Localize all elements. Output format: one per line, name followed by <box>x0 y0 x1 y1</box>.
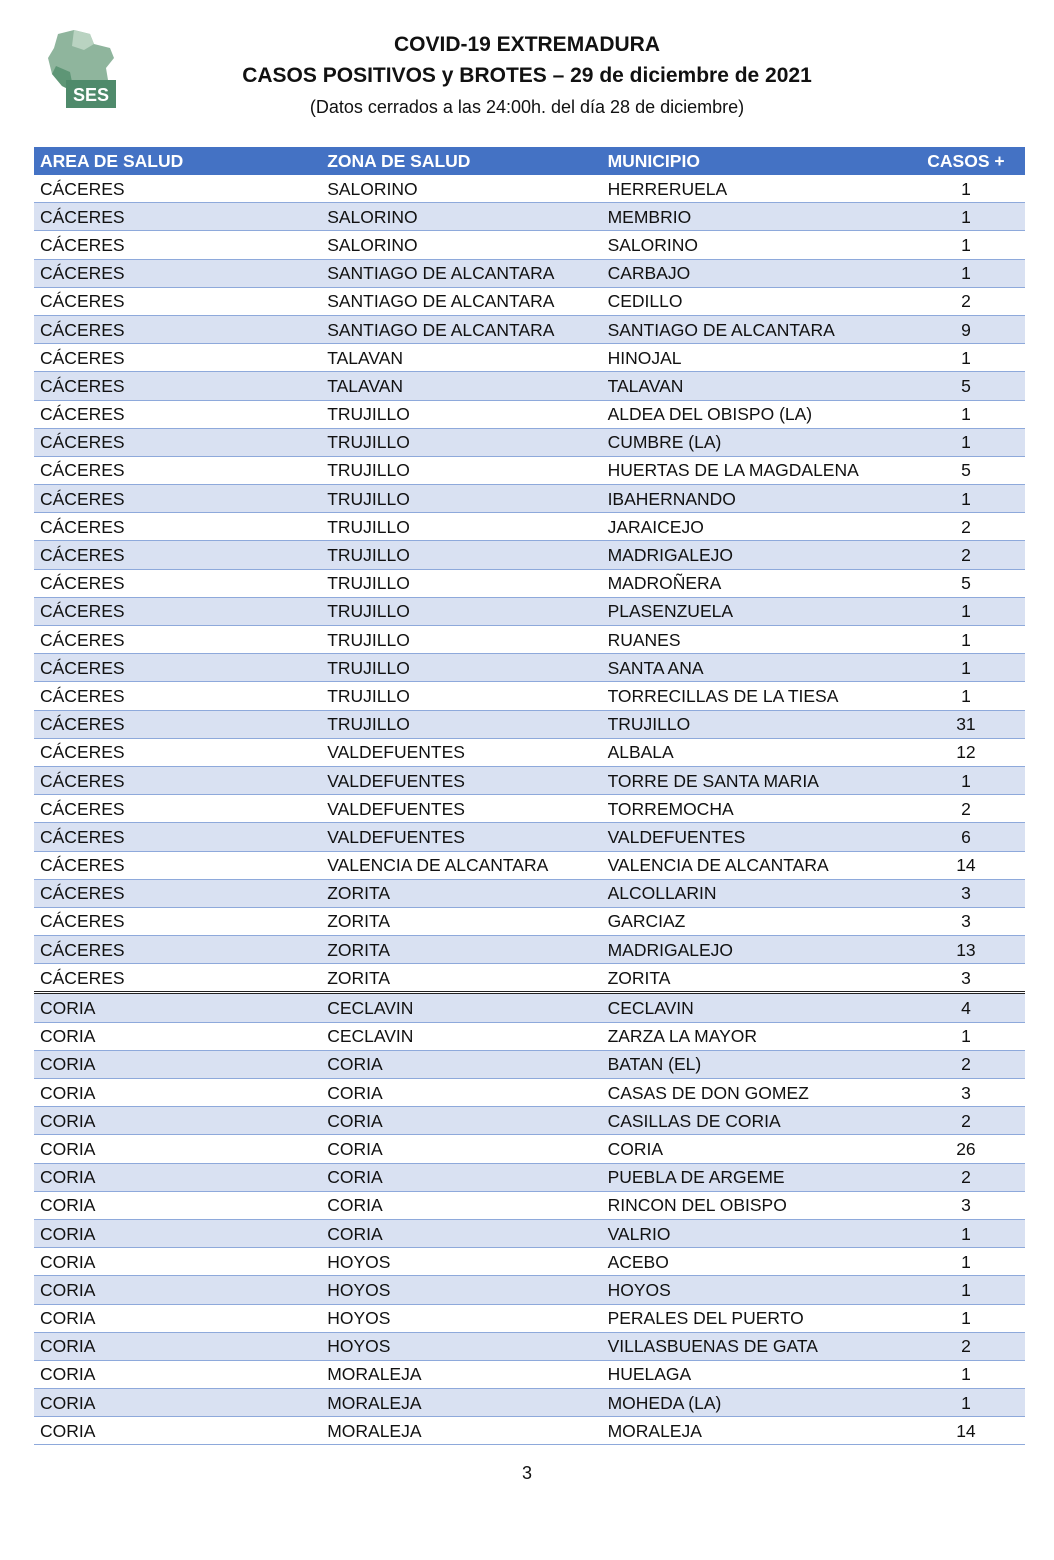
cell-area: CÁCERES <box>34 175 321 203</box>
cell-zona: VALENCIA DE ALCANTARA <box>321 851 601 879</box>
cell-area: CÁCERES <box>34 597 321 625</box>
cell-municipio: MADRIGALEJO <box>602 541 907 569</box>
cell-casos: 1 <box>907 485 1025 513</box>
cell-area: CORIA <box>34 1389 321 1417</box>
cell-municipio: RUANES <box>602 626 907 654</box>
cell-municipio: HERRERUELA <box>602 175 907 203</box>
cell-municipio: SALORINO <box>602 231 907 259</box>
cell-area: CORIA <box>34 1248 321 1276</box>
cell-casos: 26 <box>907 1135 1025 1163</box>
subtitle: (Datos cerrados a las 24:00h. del día 28 de diciembre) <box>309 97 745 117</box>
table-row <box>34 936 1025 964</box>
cell-area: CÁCERES <box>34 964 321 993</box>
cell-area: CORIA <box>34 1360 321 1388</box>
table-row <box>34 1389 1025 1417</box>
cell-zona: TRUJILLO <box>321 541 601 569</box>
cell-area: CORIA <box>34 1022 321 1050</box>
cell-casos: 1 <box>907 231 1025 259</box>
table-header-row <box>34 147 1025 175</box>
cell-casos: 1 <box>907 1389 1025 1417</box>
cell-zona: TRUJILLO <box>321 626 601 654</box>
cell-municipio: ALDEA DEL OBISPO (LA) <box>602 400 907 428</box>
cell-casos: 1 <box>907 682 1025 710</box>
cell-area: CÁCERES <box>34 626 321 654</box>
cell-area: CÁCERES <box>34 654 321 682</box>
cell-zona: CORIA <box>321 1191 601 1219</box>
cell-casos: 1 <box>907 175 1025 203</box>
column-header-municipio: MUNICIPIO <box>602 147 907 175</box>
cell-zona: HOYOS <box>321 1332 601 1360</box>
cell-zona: TRUJILLO <box>321 485 601 513</box>
cell-casos: 1 <box>907 626 1025 654</box>
table-row <box>34 1360 1025 1388</box>
cell-municipio: PLASENZUELA <box>602 597 907 625</box>
cell-zona: SANTIAGO DE ALCANTARA <box>321 259 601 287</box>
table-row <box>34 1050 1025 1078</box>
cell-municipio: CASILLAS DE CORIA <box>602 1107 907 1135</box>
cell-area: CÁCERES <box>34 907 321 935</box>
cell-zona: ZORITA <box>321 879 601 907</box>
table-row <box>34 569 1025 597</box>
column-header-zona: ZONA DE SALUD <box>321 147 601 175</box>
table-row <box>34 851 1025 879</box>
table-row <box>34 1079 1025 1107</box>
cell-casos: 5 <box>907 456 1025 484</box>
cell-municipio: CARBAJO <box>602 259 907 287</box>
cell-municipio: ZARZA LA MAYOR <box>602 1022 907 1050</box>
cell-area: CÁCERES <box>34 738 321 766</box>
cell-municipio: TORRE DE SANTA MARIA <box>602 766 907 794</box>
cell-area: CÁCERES <box>34 456 321 484</box>
table-row <box>34 456 1025 484</box>
table-row <box>34 1332 1025 1360</box>
cell-zona: SALORINO <box>321 231 601 259</box>
page-number: 3 <box>521 1463 532 1483</box>
cell-municipio: MOHEDA (LA) <box>602 1389 907 1417</box>
cell-casos: 2 <box>907 513 1025 541</box>
cell-casos: 1 <box>907 1022 1025 1050</box>
cell-casos: 1 <box>907 1248 1025 1276</box>
table-row <box>34 1191 1025 1219</box>
table-body <box>34 175 1025 1445</box>
cell-zona: MORALEJA <box>321 1417 601 1445</box>
table-row <box>34 287 1025 315</box>
cell-zona: ZORITA <box>321 936 601 964</box>
cell-casos: 1 <box>907 766 1025 794</box>
cell-casos: 1 <box>907 344 1025 372</box>
cell-zona: VALDEFUENTES <box>321 795 601 823</box>
table-row <box>34 175 1025 203</box>
cell-zona: TALAVAN <box>321 372 601 400</box>
cell-zona: CORIA <box>321 1079 601 1107</box>
cell-casos: 1 <box>907 1219 1025 1247</box>
cell-area: CORIA <box>34 1163 321 1191</box>
cell-municipio: CUMBRE (LA) <box>602 428 907 456</box>
cell-casos: 3 <box>907 907 1025 935</box>
cell-municipio: ALCOLLARIN <box>602 879 907 907</box>
table-row <box>34 344 1025 372</box>
cell-zona: CECLAVIN <box>321 1022 601 1050</box>
table-row <box>34 654 1025 682</box>
cell-zona: MORALEJA <box>321 1360 601 1388</box>
cell-casos: 1 <box>907 259 1025 287</box>
table-row <box>34 1304 1025 1332</box>
cell-zona: CORIA <box>321 1107 601 1135</box>
table-row <box>34 879 1025 907</box>
column-header-area: AREA DE SALUD <box>34 147 321 175</box>
cell-area: CÁCERES <box>34 344 321 372</box>
cell-municipio: TORREMOCHA <box>602 795 907 823</box>
cell-zona: CORIA <box>321 1050 601 1078</box>
cell-zona: HOYOS <box>321 1248 601 1276</box>
cell-area: CORIA <box>34 993 321 1022</box>
cell-municipio: HINOJAL <box>602 344 907 372</box>
table-row <box>34 597 1025 625</box>
ses-logo-text: SES <box>72 85 110 105</box>
cell-zona: CORIA <box>321 1135 601 1163</box>
cell-casos: 2 <box>907 1050 1025 1078</box>
cell-casos: 14 <box>907 851 1025 879</box>
cell-zona: ZORITA <box>321 964 601 993</box>
cell-area: CÁCERES <box>34 315 321 343</box>
cell-municipio: HUELAGA <box>602 1360 907 1388</box>
cell-area: CÁCERES <box>34 851 321 879</box>
cell-municipio: HUERTAS DE LA MAGDALENA <box>602 456 907 484</box>
cell-area: CÁCERES <box>34 541 321 569</box>
table-row <box>34 513 1025 541</box>
cell-zona: HOYOS <box>321 1304 601 1332</box>
cell-zona: VALDEFUENTES <box>321 766 601 794</box>
table-row <box>34 766 1025 794</box>
table-row <box>34 1107 1025 1135</box>
cell-municipio: GARCIAZ <box>602 907 907 935</box>
cell-municipio: SANTIAGO DE ALCANTARA <box>602 315 907 343</box>
cell-municipio: VALENCIA DE ALCANTARA <box>602 851 907 879</box>
cell-area: CÁCERES <box>34 823 321 851</box>
cell-area: CÁCERES <box>34 259 321 287</box>
column-header-casos: CASOS + <box>907 147 1025 175</box>
cell-area: CORIA <box>34 1219 321 1247</box>
table-row <box>34 1219 1025 1247</box>
cell-area: CÁCERES <box>34 710 321 738</box>
cell-casos: 5 <box>907 569 1025 597</box>
cell-casos: 31 <box>907 710 1025 738</box>
cell-zona: CORIA <box>321 1219 601 1247</box>
cell-municipio: JARAICEJO <box>602 513 907 541</box>
table-row <box>34 682 1025 710</box>
cell-casos: 1 <box>907 597 1025 625</box>
cell-municipio: RINCON DEL OBISPO <box>602 1191 907 1219</box>
table-row <box>34 400 1025 428</box>
cell-municipio: CASAS DE DON GOMEZ <box>602 1079 907 1107</box>
cell-area: CORIA <box>34 1191 321 1219</box>
cell-municipio: HOYOS <box>602 1276 907 1304</box>
cell-area: CÁCERES <box>34 203 321 231</box>
cell-casos: 3 <box>907 879 1025 907</box>
cell-municipio: ALBALA <box>602 738 907 766</box>
table-row <box>34 428 1025 456</box>
cell-casos: 9 <box>907 315 1025 343</box>
cell-municipio: VALDEFUENTES <box>602 823 907 851</box>
cell-area: CORIA <box>34 1050 321 1078</box>
cell-area: CÁCERES <box>34 485 321 513</box>
cell-casos: 1 <box>907 1360 1025 1388</box>
document-header <box>0 30 1054 122</box>
cell-zona: CORIA <box>321 1163 601 1191</box>
cell-municipio: MADROÑERA <box>602 569 907 597</box>
cell-zona: SANTIAGO DE ALCANTARA <box>321 315 601 343</box>
cell-area: CORIA <box>34 1332 321 1360</box>
cell-municipio: CECLAVIN <box>602 993 907 1022</box>
cell-casos: 2 <box>907 287 1025 315</box>
cell-zona: TRUJILLO <box>321 513 601 541</box>
table-row <box>34 372 1025 400</box>
cell-zona: TRUJILLO <box>321 710 601 738</box>
cell-municipio: TALAVAN <box>602 372 907 400</box>
cell-municipio: SANTA ANA <box>602 654 907 682</box>
cell-zona: SANTIAGO DE ALCANTARA <box>321 287 601 315</box>
table-row <box>34 964 1025 993</box>
cell-zona: TRUJILLO <box>321 682 601 710</box>
table-row <box>34 203 1025 231</box>
table-row <box>34 1022 1025 1050</box>
cell-area: CORIA <box>34 1417 321 1445</box>
cell-municipio: CEDILLO <box>602 287 907 315</box>
cell-municipio: IBAHERNANDO <box>602 485 907 513</box>
cell-area: CÁCERES <box>34 795 321 823</box>
cell-area: CORIA <box>34 1276 321 1304</box>
cell-casos: 3 <box>907 964 1025 993</box>
cell-area: CÁCERES <box>34 766 321 794</box>
table-row <box>34 1248 1025 1276</box>
cell-casos: 2 <box>907 795 1025 823</box>
cell-zona: SALORINO <box>321 175 601 203</box>
table-row <box>34 1163 1025 1191</box>
table-row <box>34 231 1025 259</box>
cell-municipio: CORIA <box>602 1135 907 1163</box>
cell-area: CÁCERES <box>34 400 321 428</box>
cell-municipio: MORALEJA <box>602 1417 907 1445</box>
cell-zona: TRUJILLO <box>321 597 601 625</box>
table-row <box>34 626 1025 654</box>
cell-casos: 3 <box>907 1191 1025 1219</box>
cell-casos: 1 <box>907 1304 1025 1332</box>
table-row <box>34 907 1025 935</box>
table-row <box>34 1276 1025 1304</box>
cell-zona: HOYOS <box>321 1276 601 1304</box>
cell-casos: 5 <box>907 372 1025 400</box>
table-row <box>34 1135 1025 1163</box>
cell-area: CÁCERES <box>34 231 321 259</box>
cell-municipio: VALRIO <box>602 1219 907 1247</box>
cell-zona: ZORITA <box>321 907 601 935</box>
cell-zona: TRUJILLO <box>321 654 601 682</box>
cell-area: CÁCERES <box>34 513 321 541</box>
cell-area: CÁCERES <box>34 428 321 456</box>
cell-zona: SALORINO <box>321 203 601 231</box>
cell-area: CÁCERES <box>34 569 321 597</box>
cell-casos: 1 <box>907 203 1025 231</box>
cell-zona: TRUJILLO <box>321 400 601 428</box>
cell-zona: TRUJILLO <box>321 569 601 597</box>
cell-area: CORIA <box>34 1079 321 1107</box>
table-row <box>34 795 1025 823</box>
cell-casos: 1 <box>907 400 1025 428</box>
cell-municipio: ACEBO <box>602 1248 907 1276</box>
cell-area: CÁCERES <box>34 682 321 710</box>
table-row <box>34 1417 1025 1445</box>
table-row <box>34 541 1025 569</box>
cell-area: CÁCERES <box>34 372 321 400</box>
title-line-1: COVID-19 EXTREMADURA <box>393 33 661 56</box>
cell-casos: 1 <box>907 654 1025 682</box>
cell-area: CORIA <box>34 1107 321 1135</box>
table-row <box>34 259 1025 287</box>
cases-table <box>34 147 1025 1445</box>
cell-area: CORIA <box>34 1304 321 1332</box>
cell-zona: TRUJILLO <box>321 456 601 484</box>
cell-casos: 12 <box>907 738 1025 766</box>
cell-zona: VALDEFUENTES <box>321 823 601 851</box>
cell-zona: CECLAVIN <box>321 993 601 1022</box>
cell-casos: 2 <box>907 1107 1025 1135</box>
cell-casos: 2 <box>907 541 1025 569</box>
cell-municipio: PUEBLA DE ARGEME <box>602 1163 907 1191</box>
table-row <box>34 993 1025 1022</box>
cell-casos: 2 <box>907 1332 1025 1360</box>
cell-casos: 6 <box>907 823 1025 851</box>
cell-municipio: TRUJILLO <box>602 710 907 738</box>
table-row <box>34 738 1025 766</box>
cell-municipio: PERALES DEL PUERTO <box>602 1304 907 1332</box>
cell-casos: 3 <box>907 1079 1025 1107</box>
cell-municipio: ZORITA <box>602 964 907 993</box>
cell-municipio: VILLASBUENAS DE GATA <box>602 1332 907 1360</box>
cell-area: CORIA <box>34 1135 321 1163</box>
cell-casos: 14 <box>907 1417 1025 1445</box>
cell-casos: 4 <box>907 993 1025 1022</box>
cell-area: CÁCERES <box>34 287 321 315</box>
cell-casos: 2 <box>907 1163 1025 1191</box>
table-row <box>34 315 1025 343</box>
table-row <box>34 823 1025 851</box>
title-line-2: CASOS POSITIVOS y BROTES – 29 de diciembre de 2021 <box>242 64 812 87</box>
cell-zona: TRUJILLO <box>321 428 601 456</box>
cell-area: CÁCERES <box>34 936 321 964</box>
cell-zona: MORALEJA <box>321 1389 601 1417</box>
cell-casos: 1 <box>907 1276 1025 1304</box>
cell-area: CÁCERES <box>34 879 321 907</box>
cell-casos: 13 <box>907 936 1025 964</box>
cell-municipio: MEMBRIO <box>602 203 907 231</box>
cell-zona: VALDEFUENTES <box>321 738 601 766</box>
cell-zona: TALAVAN <box>321 344 601 372</box>
cell-municipio: MADRIGALEJO <box>602 936 907 964</box>
cell-municipio: TORRECILLAS DE LA TIESA <box>602 682 907 710</box>
table-row <box>34 710 1025 738</box>
table-row <box>34 485 1025 513</box>
cell-casos: 1 <box>907 428 1025 456</box>
cell-municipio: BATAN (EL) <box>602 1050 907 1078</box>
